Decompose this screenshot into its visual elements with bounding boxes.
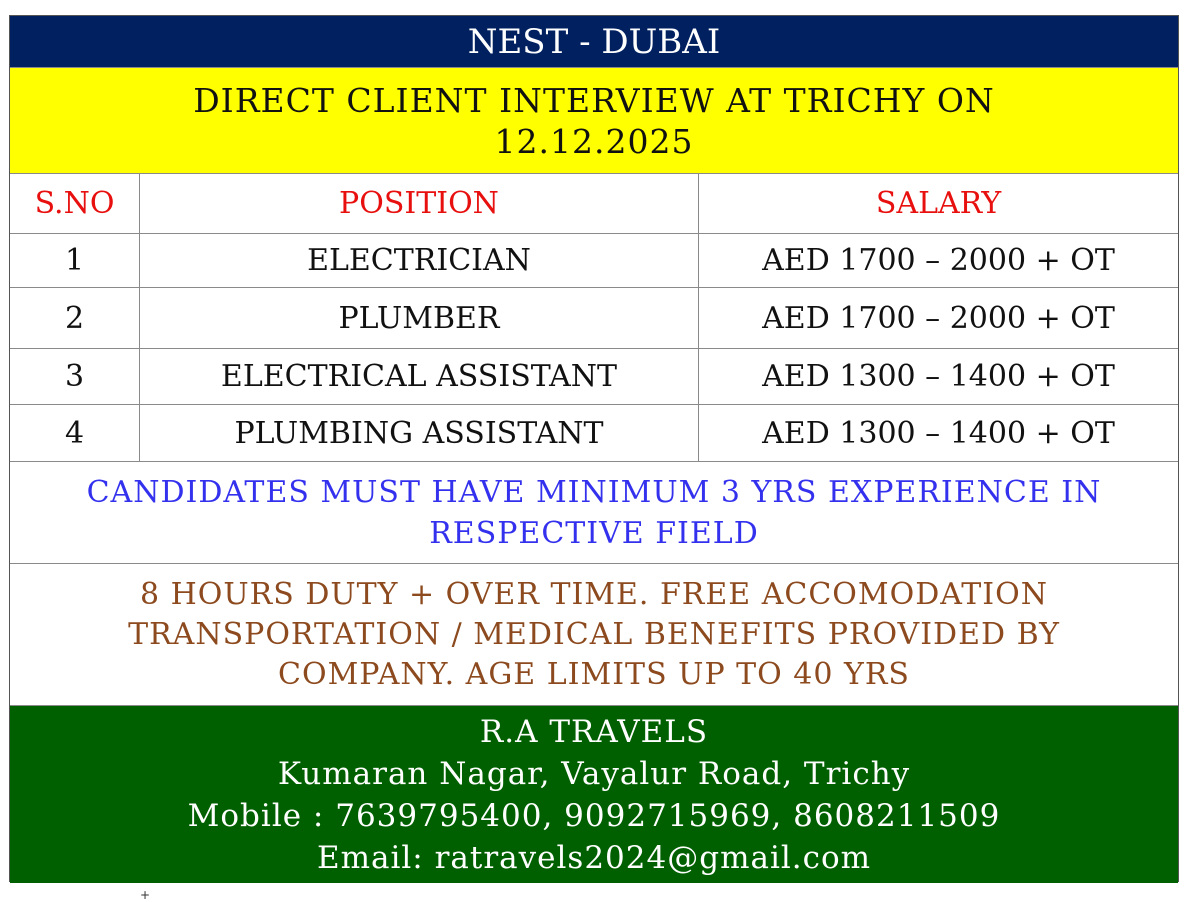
header-position: POSITION: [140, 174, 699, 233]
table-row: [10, 405, 1178, 462]
row-sno: 1: [10, 234, 140, 287]
row-salary: AED 1700 – 2000 + OT: [762, 300, 1115, 336]
table-row: [10, 349, 1178, 405]
stray-mark: +: [140, 888, 151, 902]
company-email: Email: ratravels2024@gmail.com: [316, 839, 872, 876]
job-flyer: [9, 15, 1179, 882]
company-mobile: Mobile : 7639795400, 9092715969, 8608211509: [187, 797, 1001, 834]
benefits-line-1: 8 HOURS DUTY + OVER TIME. FREE ACCOMODATION: [139, 576, 1048, 612]
interview-date: 12.12.2025: [494, 121, 694, 161]
benefits-note: [10, 564, 1178, 706]
row-position: ELECTRICAL ASSISTANT: [140, 349, 699, 404]
company-address: Kumaran Nagar, Vayalur Road, Trichy: [277, 755, 911, 792]
row-sno: 4: [10, 405, 140, 461]
contact-footer: [10, 706, 1178, 883]
interview-line-1: DIRECT CLIENT INTERVIEW AT TRICHY ON: [193, 80, 995, 120]
header-salary: SALARY: [875, 186, 1002, 221]
row-position: PLUMBING ASSISTANT: [140, 405, 699, 461]
benefits-line-3: COMPANY. AGE LIMITS UP TO 40 YRS: [278, 656, 910, 692]
interview-banner: [10, 68, 1178, 174]
row-sno: 2: [10, 288, 140, 348]
header-sno: S.NO: [10, 174, 140, 233]
page-title: NEST - DUBAI: [467, 21, 721, 62]
table-header-row: [10, 174, 1178, 234]
benefits-line-2: TRANSPORTATION / MEDICAL BENEFITS PROVIDED BY: [128, 616, 1060, 652]
row-salary: AED 1700 – 2000 + OT: [762, 243, 1115, 278]
row-salary: AED 1300 – 1400 + OT: [762, 415, 1115, 451]
row-position: PLUMBER: [140, 288, 699, 348]
table-row: [10, 288, 1178, 349]
row-salary: AED 1300 – 1400 + OT: [762, 359, 1115, 394]
row-sno: 3: [10, 349, 140, 404]
row-position: ELECTRICIAN: [140, 234, 699, 287]
company-name: R.A TRAVELS: [479, 713, 709, 750]
requirement-line-2: RESPECTIVE FIELD: [429, 515, 759, 551]
experience-requirement: [10, 462, 1178, 564]
requirement-line-1: CANDIDATES MUST HAVE MINIMUM 3 YRS EXPERIENCE IN: [86, 474, 1102, 510]
table-row: [10, 234, 1178, 288]
title-banner: [10, 16, 1178, 68]
